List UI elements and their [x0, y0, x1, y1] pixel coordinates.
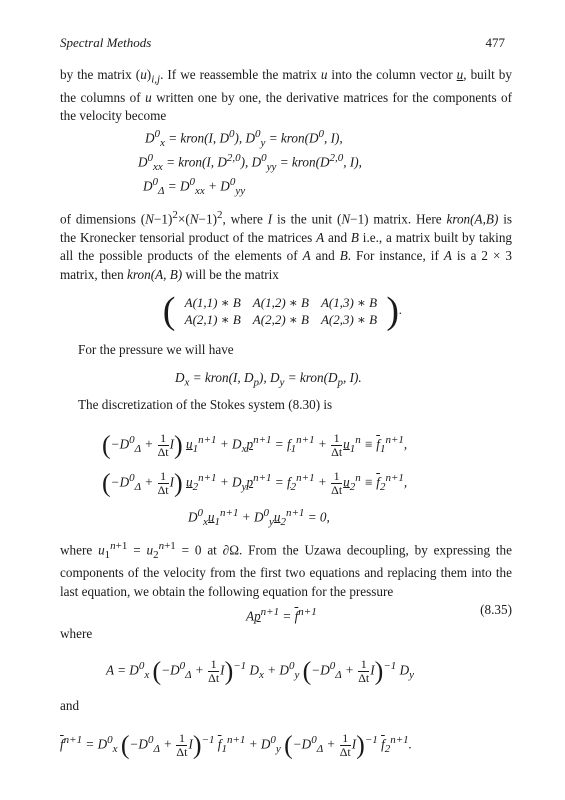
equation-derivative-x-y: $D^0_x$ = kron(I, $D^0$), $D^0_y$ = $kron(D^0$, I), [145, 128, 343, 150]
equation-pressure-derivatives: $D_x$ = kron(I, $D_p$), $D_y$ = $kron(D_p$, I). [175, 370, 362, 389]
page-number: 477 [485, 35, 505, 50]
running-title: Spectral Methods [60, 35, 152, 50]
equation-number: (8.35) [480, 602, 512, 617]
kronecker-matrix: ( A(1,1) ∗ B A(1,2) ∗ B A(1,3) ∗ B A(2,1) ∗ B A(2,2) ∗ B A(2,3) ∗ B ). [162, 290, 403, 332]
where-label: where [60, 626, 93, 641]
equation-continuity: $D^0_xu_1^{n+1} + D^0_yu_2^{n+1} = 0$, [188, 507, 330, 529]
matrix-cell: A(2,2) ∗ B [252, 312, 309, 327]
matrix-cell: A(1,3) ∗ B [320, 295, 378, 310]
paragraph-5: where $u_1^{n+1} = u_2^{n+1} = 0$ at ∂Ω. From the Uzawa decoupling, by expressing the components of the velocity from the first two equations and replacing them into the last equation, we obtain the following equation for the pressure [60, 540, 513, 599]
paragraph-2: of dimensions $(N-1)^2\times(N-1)^2$, where I is the unit (N−1) matrix. Here kron(A,B) is the Kronecker tensorial product of the matrices A and B i.e., a matrix built by taking all the possible products of the elements of A and B. For instance, if A is a 2 × 3 matrix, then kron(A, B) will be the matrix [60, 209, 513, 282]
equation-momentum-2: ($-D^0_\Delta$ + $\frac{1}{\Delta t}$ I) $u_2^{n+1} + D_yp^{n+1} = f_2^{n+1}$ + $\frac{1}{\Delta t}$ $u_2^n \equiv \overline{f}_2^{n+1}$, [102, 468, 408, 498]
matrix-cell: A(1,2) ∗ B [252, 295, 309, 310]
paragraph-1: by the matrix $(u)_{i,j}$. If we reassemble the matrix u into the column vector u, built by the columns of u written one by one, the derivative matrices for the components of the velocity become [60, 67, 512, 124]
equation-laplacian: $D^0_\Delta = D^0_{xx} + D^0_{yy}$ [143, 176, 246, 198]
equation-operator-A: $A = D^0_x$ ($-D^0_\Delta$ + $\frac{1}{\Delta t}$ I)$^{-1}$ $D_x + D^0_y$ ($-D^0_\Delta$ + $\frac{1}{\Delta t}$ I)$^{-1}$ $D_y$ [106, 656, 414, 686]
equation-pressure: $Ap^{n+1} = \overline{f}^{n+1}$ [246, 606, 317, 624]
matrix-cell: A(1,1) ∗ B [184, 295, 241, 310]
equation-rhs-f: $\overline{f}^{n+1} = D^0_x$ ($-D^0_\Delta$ + $\frac{1}{\Delta t}$ I)$^{-1}$ $\overline{f}_1^{n+1} + D^0_y$ ($-D^0_\Delta$ + $\frac{1}{\Delta t}$ I)$^{-1}$ $\overline{f}_2^{n+1}$. [60, 730, 412, 760]
paragraph-3: For the pressure we will have [78, 342, 234, 357]
equation-momentum-1: ($-D^0_\Delta$ + $\frac{1}{\Delta t}$ I) $u_1^{n+1} + D_xp^{n+1} = f_1^{n+1}$ + $\frac{1}{\Delta t}$ $u_1^n \equiv \overline{f}_1^{n+1}$, [102, 430, 408, 460]
paragraph-4: The discretization of the Stokes system (8.30) is [78, 397, 333, 412]
equation-derivative-xx-yy: $D^0_{xx}$ = kron(I, D$^{2,0}$), $D^0_{yy}$ = $kron(D^{2,0}$, I), [138, 152, 362, 174]
running-header [60, 35, 505, 53]
matrix-cell: A(2,3) ∗ B [320, 312, 378, 327]
matrix-cell: A(2,1) ∗ B [184, 312, 241, 327]
and-label: and [60, 698, 80, 713]
